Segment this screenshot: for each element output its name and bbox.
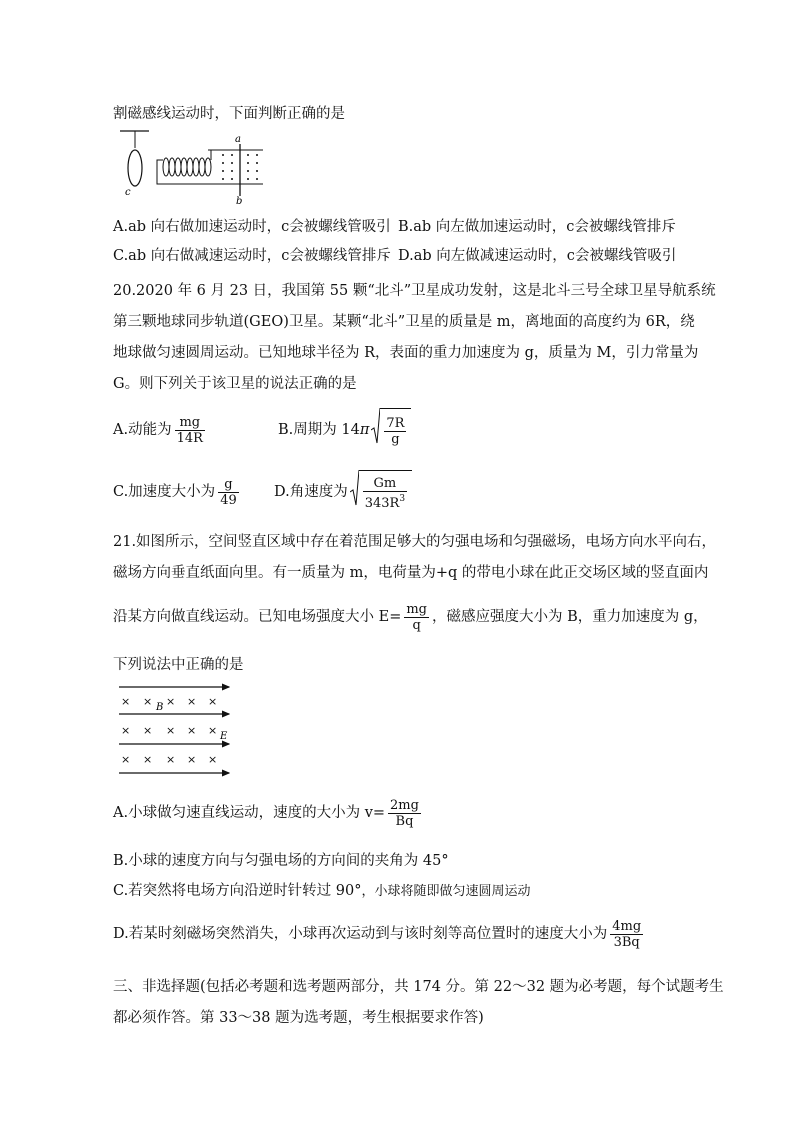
svg-text:×: × — [166, 753, 176, 766]
q20-line-2: 第三颗地球同步轨道(GEO)卫星。某颗“北斗”卫星的质量是 m，离地面的高度约为 6R，绕 — [113, 314, 695, 330]
section3-line-1: 三、非选择题(包括必考题和选考题两部分，共 174 分。第 22～32 题为必考题，每个试题考生 — [113, 979, 724, 995]
svg-text:×: × — [166, 695, 176, 708]
q21-line-4: 下列说法中正确的是 — [113, 657, 244, 673]
q20-option-a: A.动能为 $\frac{mg}{14R}$ — [113, 414, 203, 446]
svg-text:×: × — [166, 724, 176, 737]
q21-option-c: C.若突然将电场方向沿逆时针转过 90°，小球将随即做匀速圆周运动 — [113, 883, 531, 899]
svg-text:×: × — [121, 753, 131, 766]
svg-text:×: × — [208, 753, 218, 766]
q19-option-b: B.ab 向左做加速运动时，c会被螺线管排斥 — [398, 219, 676, 235]
svg-text:×: × — [208, 695, 218, 708]
svg-text:×: × — [187, 695, 197, 708]
svg-text:×: × — [187, 753, 197, 766]
q20-option-c: C.加速度大小为 $\frac{g}{49}$ — [113, 476, 237, 508]
svg-text:×: × — [208, 724, 218, 737]
q19-label-c: c — [125, 187, 131, 198]
section3-line-2: 都必须作答。第 33～38 题为选考题，考生根据要求作答) — [113, 1010, 484, 1026]
q21-label-B: B — [156, 702, 164, 713]
q19-stem: 割磁感线运动时，下面判断正确的是 — [113, 106, 345, 122]
svg-text:×: × — [143, 695, 153, 708]
q21-option-b: B.小球的速度方向与匀强电场的方向间的夹角为 45° — [113, 853, 449, 869]
svg-text:×: × — [121, 724, 131, 737]
q19-option-a: A.ab 向右做加速运动时，c会被螺线管吸引 — [113, 219, 391, 235]
q20-line-3: 地球做匀速圆周运动。已知地球半径为 R，表面的重力加速度为 g，质量为 M，引力常量为 — [113, 345, 699, 361]
q21-line-3: 沿某方向做直线运动。已知电场强度大小 E= $\frac{mg}{q}$ ，磁感应强度大小为 B，重力加速度为 g， — [113, 601, 708, 633]
q20-line-1: 20.2020 年 6 月 23 日，我国第 55 颗“北斗”卫星成功发射，这是北斗三号全球卫星导航系统 — [113, 283, 716, 299]
q20-line-4: G。则下列关于该卫星的说法正确的是 — [113, 376, 357, 392]
q19-option-c: C.ab 向右做减速运动时，c会被螺线管排斥 — [113, 248, 391, 264]
q21-option-d: D.若某时刻磁场突然消失，小球再次运动到与该时刻等高位置时的速度大小为 $\frac{4mg}{3Bq}$ — [113, 918, 642, 950]
q20-option-d: D.角速度为 $\frac{Gm}{343R^3}$ — [274, 470, 412, 514]
q19-figure-solenoid — [113, 128, 273, 204]
svg-text:×: × — [121, 695, 131, 708]
q21-option-a: A.小球做匀速直线运动，速度的大小为 v= $\frac{2mg}{Bq}$ — [113, 797, 419, 829]
q21-figure-fields — [113, 680, 238, 780]
q19-option-d: D.ab 向左做减速运动时，c会被螺线管吸引 — [398, 248, 677, 264]
q21-label-E: E — [220, 731, 228, 742]
q21-line-2: 磁场方向垂直纸面向里。有一质量为 m，电荷量为+q 的带电小球在此正交场区域的竖直面内 — [113, 565, 709, 581]
svg-text:×: × — [143, 753, 153, 766]
q20-option-b: B.周期为 14π $\frac{7R}{g}$ — [278, 408, 411, 452]
q19-label-b: b — [236, 196, 243, 204]
svg-text:×: × — [187, 724, 197, 737]
svg-text:×: × — [143, 724, 153, 737]
q21-line-1: 21.如图所示，空间竖直区域中存在着范围足够大的匀强电场和匀强磁场，电场方向水平向右， — [113, 534, 717, 550]
q19-label-a: a — [235, 134, 241, 145]
